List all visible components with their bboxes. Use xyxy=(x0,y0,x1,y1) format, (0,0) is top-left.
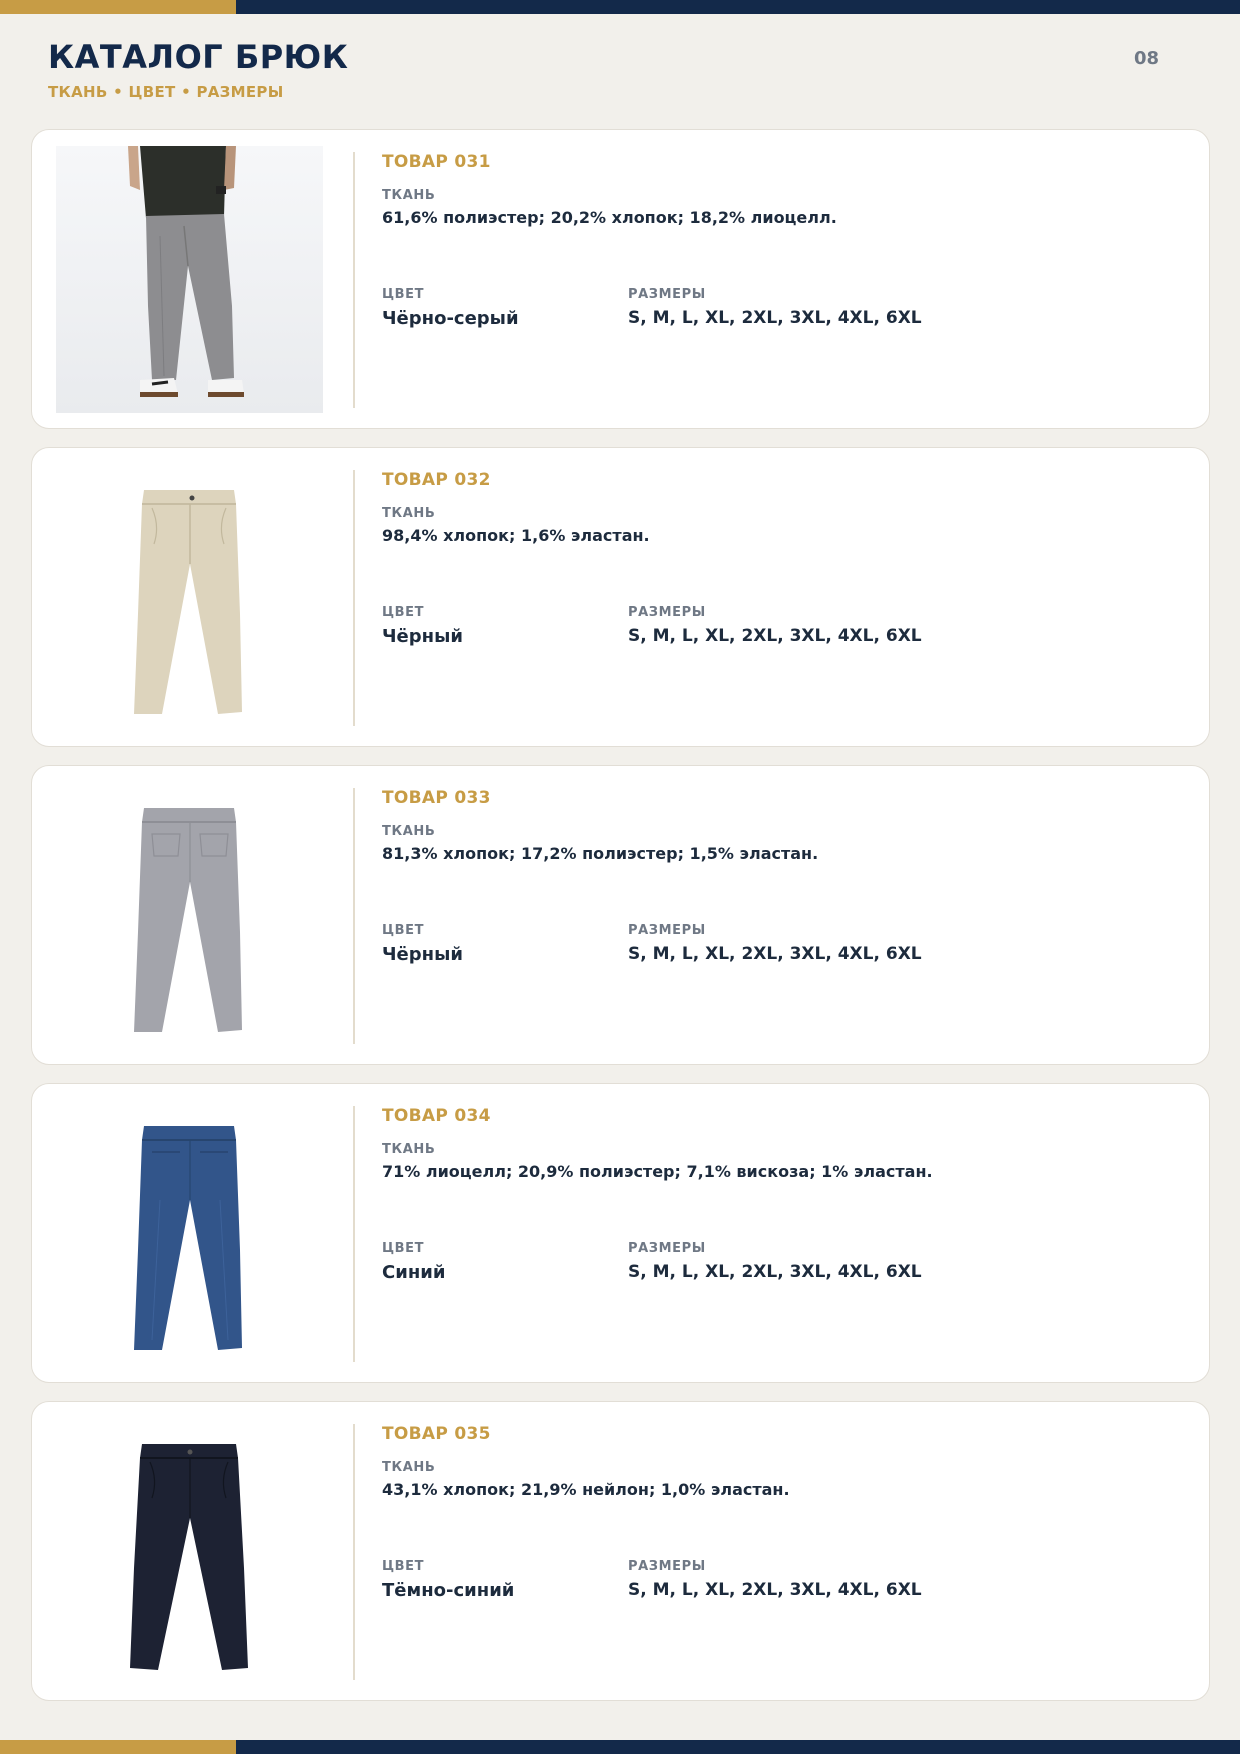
product-title: ТОВАР 032 xyxy=(382,470,491,490)
card-divider xyxy=(353,788,355,1044)
fabric-label: ТКАНЬ xyxy=(382,1460,436,1475)
bottom-color-band xyxy=(0,1740,1240,1754)
sizes-value: S, M, L, XL, 2XL, 3XL, 4XL, 6XL xyxy=(628,1580,922,1600)
sizes-value: S, M, L, XL, 2XL, 3XL, 4XL, 6XL xyxy=(628,626,922,646)
color-value: Синий xyxy=(382,1262,446,1283)
bottom-band-navy xyxy=(236,1740,1240,1754)
top-color-band xyxy=(0,0,1240,14)
color-label: ЦВЕТ xyxy=(382,1559,425,1574)
fabric-label: ТКАНЬ xyxy=(382,824,436,839)
dark-navy-trousers-photo xyxy=(56,1418,323,1685)
fabric-label: ТКАНЬ xyxy=(382,188,436,203)
product-title: ТОВАР 034 xyxy=(382,1106,491,1126)
product-card-031 xyxy=(31,129,1210,429)
sizes-value: S, M, L, XL, 2XL, 3XL, 4XL, 6XL xyxy=(628,308,922,328)
sizes-label: РАЗМЕРЫ xyxy=(628,605,706,620)
fabric-value: 81,3% хлопок; 17,2% полиэстер; 1,5% эластан. xyxy=(382,844,819,863)
page-subtitle: ТКАНЬ • ЦВЕТ • РАЗМЕРЫ xyxy=(48,83,284,101)
product-title: ТОВАР 033 xyxy=(382,788,491,808)
sizes-label: РАЗМЕРЫ xyxy=(628,1241,706,1256)
sizes-value: S, M, L, XL, 2XL, 3XL, 4XL, 6XL xyxy=(628,1262,922,1282)
fabric-label: ТКАНЬ xyxy=(382,1142,436,1157)
color-label: ЦВЕТ xyxy=(382,287,425,302)
color-value: Чёрный xyxy=(382,944,463,965)
fabric-label: ТКАНЬ xyxy=(382,506,436,521)
color-value: Чёрный xyxy=(382,626,463,647)
product-card-032 xyxy=(31,447,1210,747)
product-card-033 xyxy=(31,765,1210,1065)
page-number: 08 xyxy=(1134,48,1160,69)
color-label: ЦВЕТ xyxy=(382,1241,425,1256)
sizes-label: РАЗМЕРЫ xyxy=(628,1559,706,1574)
sizes-label: РАЗМЕРЫ xyxy=(628,287,706,302)
beige-trousers-photo xyxy=(56,464,323,731)
top-band-navy xyxy=(236,0,1240,14)
light-gray-trousers-photo xyxy=(56,782,323,1049)
card-divider xyxy=(353,1424,355,1680)
fabric-value: 71% лиоцелл; 20,9% полиэстер; 7,1% вискоза; 1% эластан. xyxy=(382,1162,933,1181)
card-divider xyxy=(353,1106,355,1362)
fabric-value: 43,1% хлопок; 21,9% нейлон; 1,0% эластан. xyxy=(382,1480,790,1499)
product-card-034 xyxy=(31,1083,1210,1383)
sizes-label: РАЗМЕРЫ xyxy=(628,923,706,938)
model-wearing-gray-trousers-photo xyxy=(56,146,323,413)
product-card-035 xyxy=(31,1401,1210,1701)
page-title: КАТАЛОГ БРЮК xyxy=(48,38,349,76)
bottom-band-gold xyxy=(0,1740,236,1754)
product-title: ТОВАР 035 xyxy=(382,1424,491,1444)
sizes-value: S, M, L, XL, 2XL, 3XL, 4XL, 6XL xyxy=(628,944,922,964)
color-value: Тёмно-синий xyxy=(382,1580,515,1601)
color-label: ЦВЕТ xyxy=(382,605,425,620)
top-band-gold xyxy=(0,0,236,14)
fabric-value: 98,4% хлопок; 1,6% эластан. xyxy=(382,526,650,545)
color-value: Чёрно-серый xyxy=(382,308,519,329)
fabric-value: 61,6% полиэстер; 20,2% хлопок; 18,2% лиоцелл. xyxy=(382,208,837,227)
blue-trousers-photo xyxy=(56,1100,323,1367)
card-divider xyxy=(353,152,355,408)
product-title: ТОВАР 031 xyxy=(382,152,491,172)
color-label: ЦВЕТ xyxy=(382,923,425,938)
card-divider xyxy=(353,470,355,726)
